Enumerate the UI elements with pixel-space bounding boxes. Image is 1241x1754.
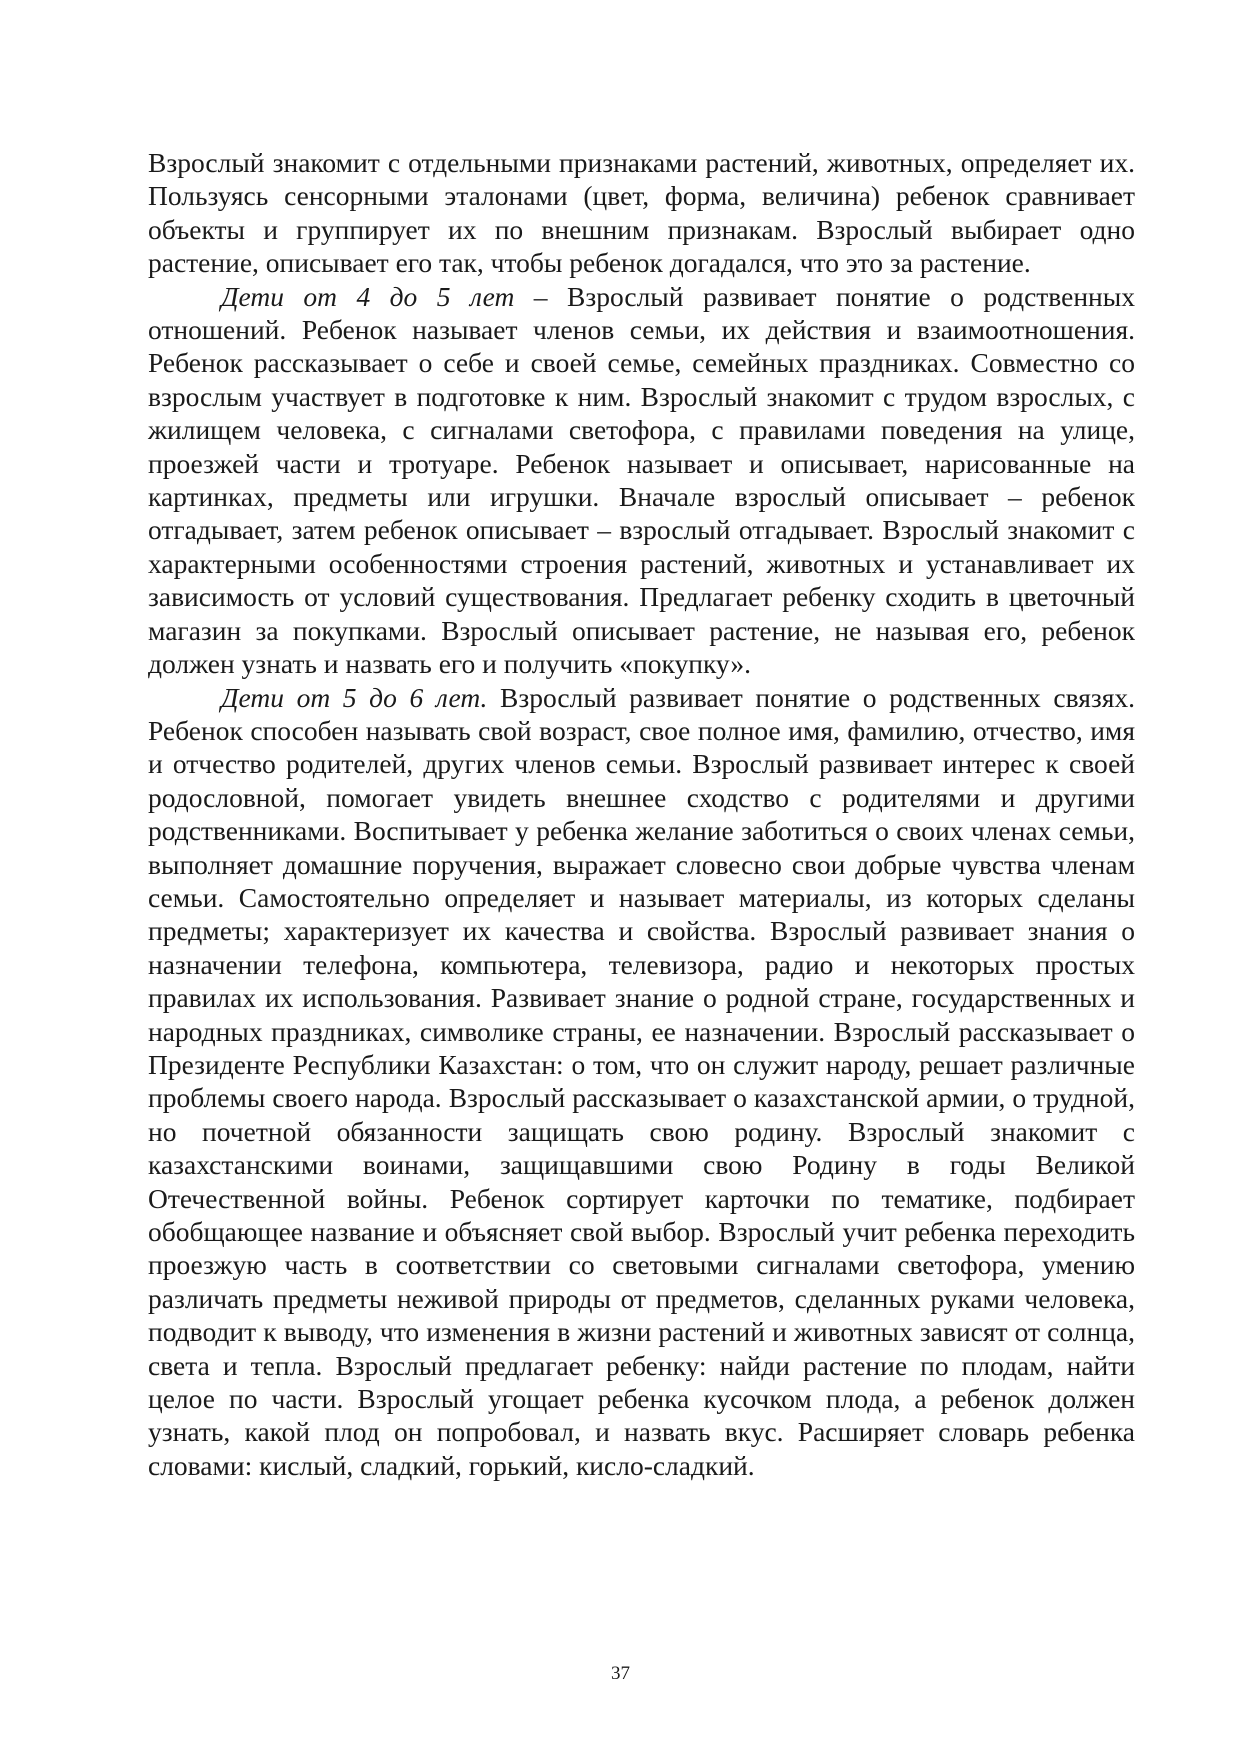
paragraph-1-text: Взрослый знакомит с отдельными признаками растений, животных, определяет их. Пользуясь сенсорными эталонами (цвет, форма, величина) ребенок сравнивает объекты и группирует их по внешним признакам. Взрослый выбирает одно растение, описывает его так, чтобы ребенок догадался, что это за растение. <box>148 147 1135 279</box>
paragraph-3-text: Взрослый развивает понятие о родственных связях. Ребенок способен называть свой возраст, свое полное имя, фамилию, отчество, имя и отчество родителей, других членов семьи. Взрослый развивает интерес к своей родословной, помогает увидеть внешнее сходство с родителями и другими родственниками. Воспитывает у ребенка желание заботиться о своих членах семьи, выполняет домашние поручения, выражает словесно свои добрые чувства членам семьи. Самостоятельно определяет и называет материалы, из которых сделаны предметы; характеризует их качества и свойства. Взрослый развивает знания о назначении телефона, компьютера, телевизора, радио и некоторых простых правилах их использования. Развивает знание о родной стране, государственных и народных праздниках, символике страны, ее назначении. Взрослый рассказывает о Президенте Республики Казахстан: о том, что он служит народу, решает различные проблемы своего народа. Взрослый рассказывает о казахстанской армии, о трудной, но почетной обязанности защищать свою родину. Взрослый знакомит с казахстанскими воинами, защищавшими свою Родину в годы Великой Отечественной войны. Ребенок сортирует карточки по тематике, подбирает обобщающее название и объясняет свой выбор. Взрослый учит ребенка переходить проезжую часть в соответствии со световыми сигналами светофора, умению различать предметы неживой природы от предметов, сделанных руками человека, подводит к выводу, что изменения в жизни растений и животных зависят от солнца, света и тепла. Взрослый предлагает ребенку: найди растение по плодам, найти целое по части. Взрослый угощает ребенка кусочком плода, а ребенок должен узнать, какой плод он попробовал, и назвать вкус. Расширяет словарь ребенка словами: кислый, сладкий, горький, кисло-сладкий. <box>148 681 1135 1481</box>
paragraph-2 <box>148 280 1135 681</box>
paragraph-3 <box>148 681 1135 1483</box>
paragraph-1 <box>148 146 1135 280</box>
paragraph-2-lead: Дети от 4 до 5 лет <box>221 280 515 312</box>
body-text <box>148 146 1135 1482</box>
paragraph-3-lead: Дети от 5 до 6 лет. <box>221 681 488 713</box>
paragraph-2-text: – Взрослый развивает понятие о родственных отношений. Ребенок называет членов семьи, их действия и взаимоотношения. Ребенок рассказывает о себе и своей семье, семейных праздниках. Совместно со взрослым участвует в подготовке к ним. Взрослый знакомит с трудом взрослых, с жилищем человека, с сигналами светофора, с правилами поведения на улице, проезжей части и тротуаре. Ребенок называет и описывает, нарисованные на картинках, предметы или игрушки. Вначале взрослый описывает – ребенок отгадывает, затем ребенок описывает – взрослый отгадывает. Взрослый знакомит с характерными особенностями строения растений, животных и устанавливает их зависимость от условий существования. Предлагает ребенку сходить в цветочный магазин за покупками. Взрослый описывает растение, не называя его, ребенок должен узнать и назвать его и получить «покупку». <box>148 280 1135 680</box>
page-number: 37 <box>611 1663 630 1684</box>
